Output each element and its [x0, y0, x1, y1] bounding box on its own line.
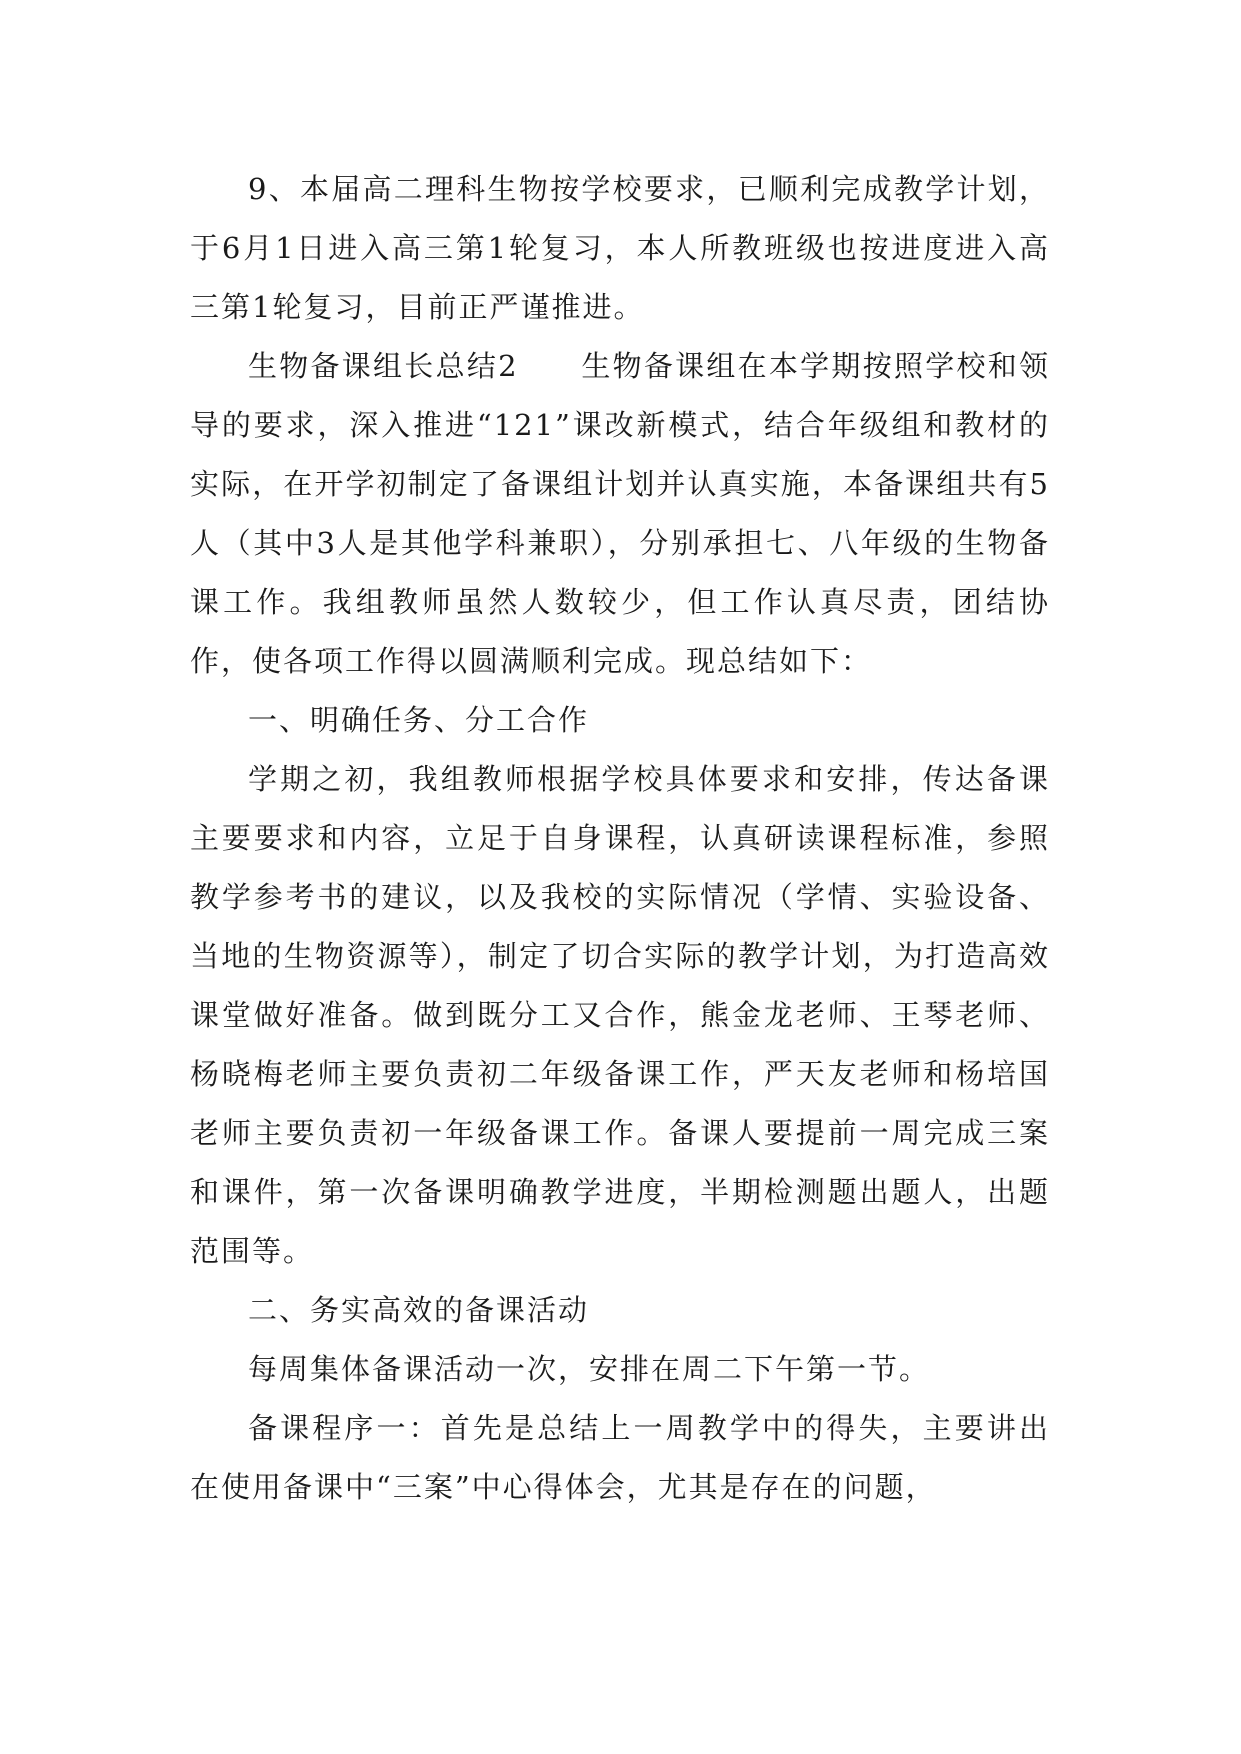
- paragraph-summary-2-intro: 生物备课组长总结2 生物备课组在本学期按照学校和领导的要求，深入推进“121”课改新模式，结合年级组和教材的实际，在开学初制定了备课组计划并认真实施，本备课组共有5人（其中3人是其他学科兼职），分别承担七、八年级的生物备课工作。我组教师虽然人数较少，但工作认真尽责，团结协作，使各项工作得以圆满顺利完成。现总结如下：: [190, 349, 1050, 678]
- section-heading-2: 二、务实高效的备课活动: [248, 1293, 590, 1327]
- paragraph-item-9: 9、本届高二理科生物按学校要求，已顺利完成教学计划，于6月1日进入高三第1轮复习，本人所教班级也按进度进入高三第1轮复习，目前正严谨推进。: [190, 172, 1050, 324]
- paragraph-weekly-activity: 每周集体备课活动一次，安排在周二下午第一节。: [248, 1352, 931, 1386]
- section-heading-1: 一、明确任务、分工合作: [248, 703, 590, 737]
- paragraph-procedure-1: 备课程序一：首先是总结上一周教学中的得失，主要讲出在使用备课中“三案”中心得体会，尤其是存在的问题，: [190, 1411, 1050, 1504]
- document-body: [190, 160, 1050, 1517]
- paragraph-section-1-body: 学期之初，我组教师根据学校具体要求和安排，传达备课主要要求和内容，立足于自身课程，认真研读课程标准，参照教学参考书的建议，以及我校的实际情况（学情、实验设备、当地的生物资源等），制定了切合实际的教学计划，为打造高效课堂做好准备。做到既分工又合作，熊金龙老师、王琴老师、杨晓梅老师主要负责初二年级备课工作，严天友老师和杨培国老师主要负责初一年级备课工作。备课人要提前一周完成三案和课件，第一次备课明确教学进度，半期检测题出题人，出题范围等。: [190, 762, 1050, 1268]
